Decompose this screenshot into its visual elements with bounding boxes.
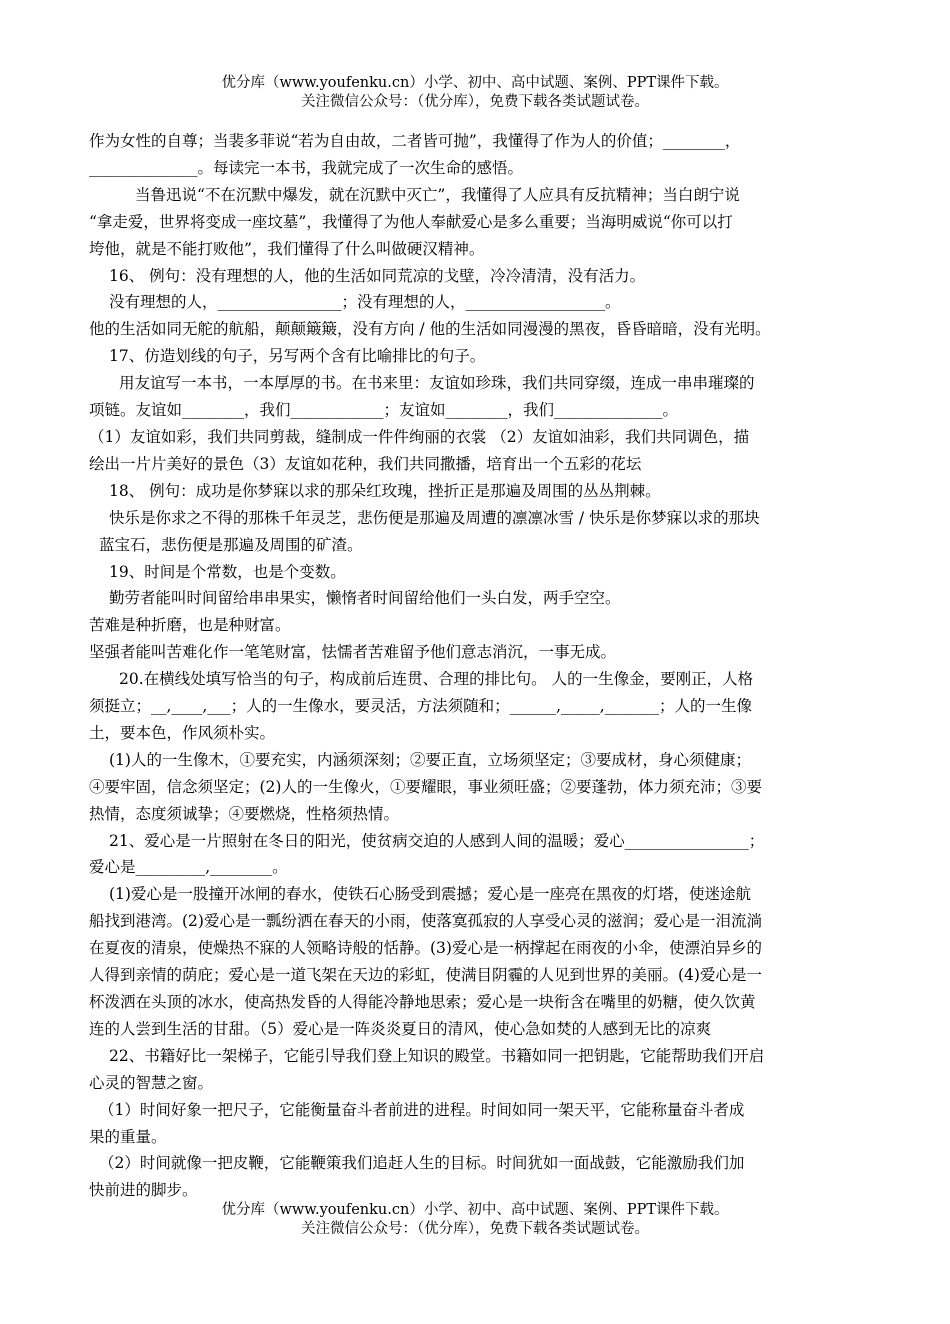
header-line-1: 优分库（www.youfenku.cn）小学、初中、高中试题、案例、PPT课件下载。 — [221, 75, 729, 91]
answer-line: 勤劳者能叫时间留给串串果实，懒惰者时间留给他们一头白发，两手空空。 — [109, 589, 621, 608]
answer-line: 人得到亲情的荫庇；爱心是一道飞架在天边的彩虹，使满目阴霾的人见到世界的美丽。(4)爱心是一 — [89, 966, 762, 985]
question-18: 18、 例句：成功是你梦寐以求的那朵红玫瑰，挫折正是那遍及周围的丛丛荆棘。 — [109, 481, 661, 500]
answer-line: 在夏夜的清泉，使燥热不寐的人领略诗般的恬静。(3)爱心是一柄撑起在雨夜的小伞，使漂泊异乡的 — [89, 939, 762, 958]
text-line: 苦难是种折磨，也是种财富。 — [89, 616, 291, 635]
question-19: 19、时间是个常数，也是个变数。 — [109, 562, 346, 581]
text-line: ______________。每读完一本书，我就完成了一次生命的感悟。 — [89, 158, 524, 177]
text-line: “拿走爱，世界将变成一座坟墓”，我懂得了为他人奉献爱心是多么重要；当海明威说“你可以打 — [89, 212, 733, 231]
question-22: 22、书籍好比一架梯子，它能引导我们登上知识的殿堂。书籍如同一把钥匙，它能帮助我们开启 — [109, 1046, 765, 1065]
text-line: 项链。友谊如________，我们____________；友谊如________，我们______________。 — [89, 401, 679, 420]
page-header — [0, 74, 950, 112]
text-line: 当鲁迅说“不在沉默中爆发，就在沉默中灭亡”，我懂得了人应具有反抗精神；当白朗宁说 — [135, 185, 740, 204]
answer-line: （1）友谊如彩，我们共同剪裁，缝制成一件件绚丽的衣裳 （2）友谊如油彩，我们共同调色，描 — [89, 427, 750, 446]
question-17: 17、仿造划线的句子，另写两个含有比喻排比的句子。 — [109, 347, 486, 366]
answer-line: ④要牢固，信念须坚定；(2)人的一生像火，①要耀眼，事业须旺盛；②要蓬勃，体力须充沛；③要 — [89, 777, 762, 796]
text-line: 用友谊写一本书，一本厚厚的书。在书来里：友谊如珍珠，我们共同穿缀，连成一串串璀璨的 — [119, 374, 755, 393]
answer-line: 杯泼洒在头顶的冰水，使高热发昏的人得能冷静地思索；爱心是一块衔含在嘴里的奶糖，使久饮黄 — [89, 993, 756, 1011]
answer-line: 快乐是你求之不得的那株千年灵芝，悲伤便是那遍及周遭的凛凛冰雪 / 快乐是你梦寐以求的那块 — [109, 508, 760, 527]
answer-line: 连的人尝到生活的甘甜。（5）爱心是一阵炎炎夏日的清风，使心急如焚的人感到无比的凉爽 — [89, 1019, 712, 1038]
text-line: 须挺立；__,____,___；人的一生像水，要灵活，方法须随和；______,_____,_______；人的一生像 — [89, 697, 752, 716]
answer-line: （2）时间就像一把皮鞭，它能鞭策我们追赶人生的目标。时间犹如一面战鼓，它能激励我们加 — [99, 1154, 745, 1173]
question-16: 16、 例句：没有理想的人，他的生活如同荒凉的戈壁，冷冷清清，没有活力。 — [109, 266, 646, 285]
text-line: 没有理想的人，________________；没有理想的人，__________________。 — [109, 293, 621, 312]
answer-line: （1）时间好象一把尺子，它能衡量奋斗者前进的进程。时间如同一架天平，它能称量奋斗者成 — [99, 1100, 745, 1119]
answer-line: 船找到港湾。(2)爱心是一瓢纷洒在春天的小雨，使落寞孤寂的人享受心灵的滋润；爱心是一泪流淌 — [89, 912, 762, 931]
answer-line: 他的生活如同无舵的航船，颠颠簸簸，没有方向 / 他的生活如同漫漫的黑夜，昏昏暗暗，没有光明。 — [89, 320, 771, 339]
answer-line: 坚强者能叫苦难化作一笔笔财富，怯懦者苦难留予他们意志消沉，一事无成。 — [89, 643, 617, 662]
answer-line: (1)人的一生像木，①要充实，内涵须深刻；②要正直，立场须坚定；③要成材，身心须健康； — [109, 750, 751, 769]
page-footer — [0, 1201, 950, 1239]
document-body — [89, 128, 869, 1204]
header-line-2: 关注微信公众号：（优分库），免费下载各类试题试卷。 — [301, 94, 649, 110]
text-line: 土，要本色，作风须朴实。 — [89, 723, 276, 742]
text-line: 爱心是_________,________。 — [89, 858, 288, 877]
question-21: 21、爱心是一片照射在冬日的阳光，使贫病交迫的人感到人间的温暖；爱心________________； — [109, 831, 765, 850]
answer-line: 热情，态度须诚挚；④要燃烧，性格须热情。 — [89, 804, 400, 823]
answer-line: 绘出一片片美好的景色（3）友谊如花种，我们共同撒播，培育出一个五彩的花坛 — [89, 454, 642, 473]
text-line: 垮他，就是不能打败他”，我们懂得了什么叫做硬汉精神。 — [89, 239, 485, 258]
text-line: 作为女性的自尊；当裴多菲说“若为自由故，二者皆可抛”，我懂得了作为人的价值；________， — [89, 132, 741, 150]
answer-line: (1)爱心是一股撞开冰闸的春水，使铁石心肠受到震撼；爱心是一座亮在黑夜的灯塔，使迷途航 — [109, 885, 751, 904]
answer-line: 快前进的脚步。 — [89, 1181, 198, 1200]
footer-line-2: 关注微信公众号：（优分库），免费下载各类试题试卷。 — [301, 1221, 649, 1237]
answer-line: 果的重量。 — [89, 1127, 167, 1146]
footer-line-1: 优分库（www.youfenku.cn）小学、初中、高中试题、案例、PPT课件下载。 — [221, 1202, 729, 1218]
text-line: 心灵的智慧之窗。 — [89, 1073, 214, 1092]
question-20: 20.在横线处填写恰当的句子，构成前后连贯、合理的排比句。 人的一生像金，要刚正，人格 — [119, 670, 754, 689]
answer-line: 蓝宝石，悲伤便是那遍及周围的矿渣。 — [99, 535, 363, 554]
